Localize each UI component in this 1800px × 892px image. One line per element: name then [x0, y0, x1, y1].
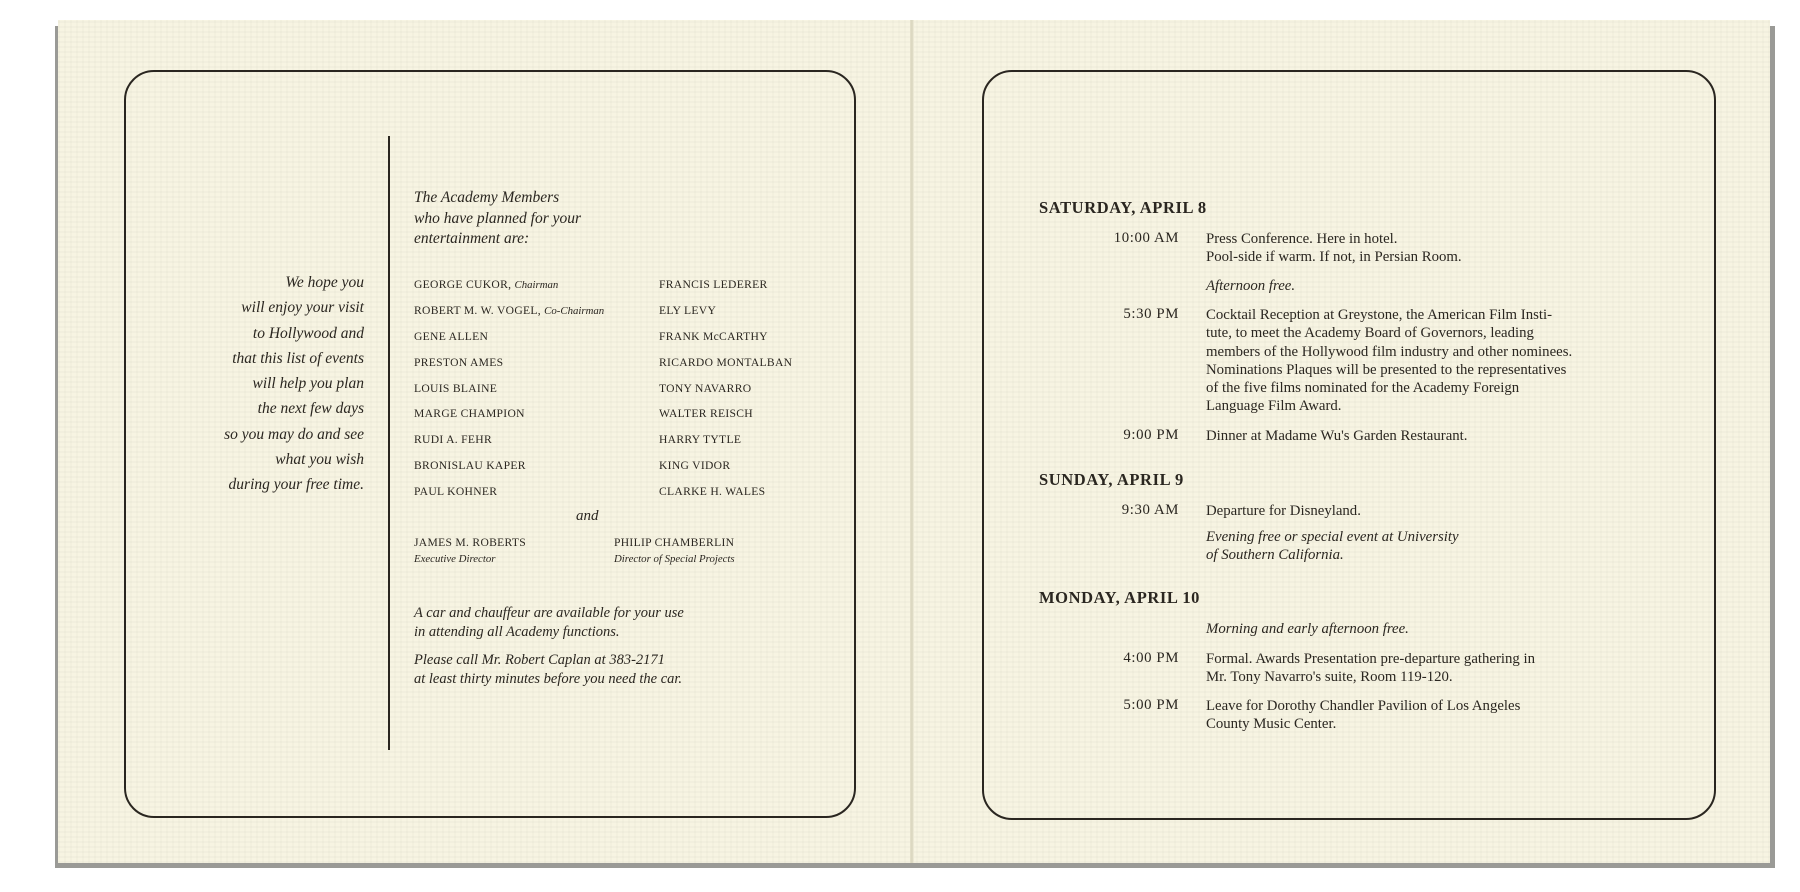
- intro-line: entertainment are:: [414, 230, 530, 247]
- member-name: ROBERT M. W. VOGEL, Co-Chairman: [414, 304, 605, 317]
- welcome-line: will enjoy your visit: [241, 299, 364, 317]
- member-name: BRONISLAU KAPER: [414, 459, 526, 472]
- day-heading-monday: MONDAY, APRIL 10: [1039, 588, 1201, 607]
- member-role: Chairman: [514, 279, 559, 291]
- member-name: RICARDO MONTALBAN: [659, 356, 793, 369]
- free-time-note: Morning and early afternoon free.: [1206, 621, 1409, 637]
- intro-line: The Academy Members: [414, 189, 560, 206]
- event-line: tute, to meet the Academy Board of Governors, leading: [1206, 325, 1534, 342]
- event-time: 9:30 AM: [1121, 502, 1179, 518]
- member-name: PAUL KOHNER: [414, 485, 498, 498]
- event-line: of the five films nominated for the Academy Foreign: [1206, 380, 1520, 397]
- welcome-line: that this list of events: [232, 349, 364, 367]
- note-line: A car and chauffeur are available for your use: [414, 605, 684, 621]
- welcome-line: to Hollywood and: [252, 324, 364, 342]
- event-line: County Music Center.: [1206, 716, 1337, 733]
- note-line: at least thirty minutes before you need the car.: [414, 671, 683, 687]
- member-name: GEORGE CUKOR, Chairman: [414, 278, 559, 291]
- event-line: Evening free or special event at University: [1206, 529, 1459, 545]
- welcome-line: during your free time.: [228, 476, 364, 494]
- day-heading-saturday: SATURDAY, APRIL 8: [1039, 198, 1207, 217]
- event-description: [1206, 230, 1462, 267]
- welcome-line: We hope you: [285, 274, 364, 291]
- intro-line: who have planned for your: [414, 209, 582, 227]
- member-name: FRANCIS LEDERER: [659, 278, 768, 291]
- member-name: WALTER REISCH: [659, 407, 753, 420]
- member-name: ELY LEVY: [659, 304, 717, 317]
- event-description: [1206, 306, 1572, 416]
- free-time-note: Afternoon free.: [1206, 278, 1296, 294]
- call-note: [414, 651, 682, 689]
- event-time: 5:30 PM: [1123, 306, 1179, 322]
- member-name: KING VIDOR: [659, 459, 731, 472]
- staff-name: PHILIP CHAMBERLIN: [614, 536, 735, 549]
- free-time-note: [1206, 528, 1459, 565]
- and-label: and: [576, 508, 599, 524]
- event-line: Nominations Plaques will be presented to the representatives: [1206, 361, 1567, 378]
- welcome-line: the next few days: [257, 400, 364, 418]
- center-fold: [910, 20, 914, 863]
- car-note: [414, 604, 684, 642]
- welcome-line: what you wish: [275, 451, 364, 469]
- member-name: PRESTON AMES: [414, 356, 504, 369]
- event-line: Leave for Dorothy Chandler Pavilion of Los Angeles: [1206, 698, 1521, 714]
- member-role: Co-Chairman: [544, 305, 605, 317]
- day-heading-sunday: SUNDAY, APRIL 9: [1039, 470, 1184, 489]
- event-time: 5:00 PM: [1123, 697, 1179, 713]
- left-panel-divider: [388, 136, 390, 750]
- event-line: of Southern California.: [1206, 547, 1344, 564]
- event-line: Language Film Award.: [1206, 398, 1342, 415]
- member-name: HARRY TYTLE: [659, 433, 742, 446]
- note-line: Please call Mr. Robert Caplan at 383-2171: [414, 652, 665, 668]
- staff-title: Executive Director: [414, 553, 496, 565]
- member-name: MARGE CHAMPION: [414, 407, 525, 420]
- committee-intro: [414, 188, 581, 250]
- event-line: Press Conference. Here in hotel.: [1206, 231, 1398, 247]
- staff-name: JAMES M. ROBERTS: [414, 536, 527, 549]
- member-name: LOUIS BLAINE: [414, 382, 498, 395]
- event-line: Cocktail Reception at Greystone, the American Film Insti-: [1206, 307, 1552, 323]
- event-line: Mr. Tony Navarro's suite, Room 119-120.: [1206, 669, 1453, 686]
- welcome-message: [224, 270, 364, 498]
- event-time: 4:00 PM: [1123, 650, 1179, 666]
- event-line: Pool-side if warm. If not, in Persian Room.: [1206, 249, 1462, 266]
- member-name: FRANK McCARTHY: [659, 330, 768, 343]
- member-name: TONY NAVARRO: [659, 382, 752, 395]
- member-name: CLARKE H. WALES: [659, 485, 766, 498]
- member-name: GENE ALLEN: [414, 330, 489, 343]
- event-line: members of the Hollywood film industry and other nominees.: [1206, 343, 1573, 360]
- welcome-line: so you may do and see: [224, 425, 364, 443]
- welcome-line: will help you plan: [252, 375, 364, 393]
- staff-title: Director of Special Projects: [614, 553, 735, 565]
- note-line: in attending all Academy functions.: [414, 624, 620, 640]
- event-description: Dinner at Madame Wu's Garden Restaurant.: [1206, 428, 1468, 444]
- event-description: [1206, 650, 1535, 687]
- event-time: 9:00 PM: [1123, 427, 1179, 443]
- member-name: RUDI A. FEHR: [414, 433, 493, 446]
- event-line: Formal. Awards Presentation pre-departure gathering in: [1206, 651, 1536, 667]
- event-time: 10:00 AM: [1113, 230, 1179, 246]
- event-description: [1206, 697, 1520, 734]
- event-description: Departure for Disneyland.: [1206, 503, 1361, 519]
